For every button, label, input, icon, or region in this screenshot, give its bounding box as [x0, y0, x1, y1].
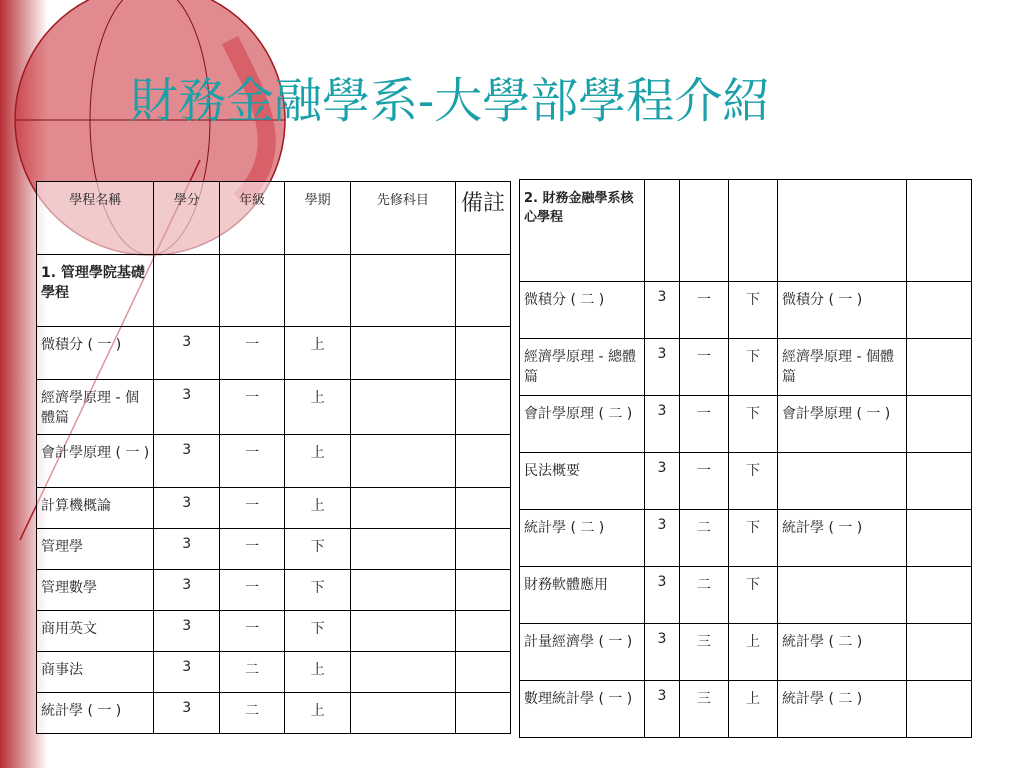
- section-label-right: 2. 財務金融學系核心學程: [520, 180, 645, 282]
- course-term: 下: [729, 339, 778, 396]
- table-row: [37, 693, 511, 734]
- course-prereq: 統計學 ( 二 ): [778, 681, 907, 738]
- course-name: 管理學: [37, 529, 154, 570]
- course-note: [455, 652, 510, 693]
- table-row: [520, 510, 972, 567]
- course-prereq: [350, 488, 455, 529]
- section-label-left: 1. 管理學院基礎學程: [37, 255, 154, 327]
- course-year: 一: [680, 282, 729, 339]
- table-row: [520, 624, 972, 681]
- course-prereq: [350, 652, 455, 693]
- course-term: 下: [729, 396, 778, 453]
- course-prereq: [778, 567, 907, 624]
- program-table-left: [36, 181, 511, 734]
- course-name: 微積分 ( 二 ): [520, 282, 645, 339]
- course-name: 數理統計學 ( 一 ): [520, 681, 645, 738]
- course-year: 一: [219, 611, 284, 652]
- course-prereq: [350, 380, 455, 435]
- course-note: [907, 567, 972, 624]
- course-year: 一: [219, 570, 284, 611]
- course-name: 計算機概論: [37, 488, 154, 529]
- table-row: [520, 453, 972, 510]
- course-credits: 3: [154, 488, 219, 529]
- course-name: 經濟學原理 - 個體篇: [37, 380, 154, 435]
- course-prereq: 微積分 ( 一 ): [778, 282, 907, 339]
- course-year: 一: [219, 488, 284, 529]
- header-year: 年級: [219, 182, 284, 255]
- course-note: [455, 435, 510, 488]
- course-year: 一: [219, 327, 284, 380]
- course-note: [907, 339, 972, 396]
- course-prereq: [778, 453, 907, 510]
- course-name: 統計學 ( 一 ): [37, 693, 154, 734]
- course-credits: 3: [154, 529, 219, 570]
- course-term: 上: [285, 435, 350, 488]
- course-note: [455, 611, 510, 652]
- course-credits: 3: [154, 435, 219, 488]
- course-term: 下: [285, 611, 350, 652]
- course-term: 下: [729, 282, 778, 339]
- course-credits: 3: [645, 567, 680, 624]
- course-note: [455, 488, 510, 529]
- course-credits: 3: [645, 396, 680, 453]
- course-term: 下: [729, 453, 778, 510]
- page-title: 財務金融學系-大學部學程介紹: [130, 73, 771, 129]
- course-year: 一: [680, 396, 729, 453]
- course-name: 經濟學原理 - 總體篇: [520, 339, 645, 396]
- table-row: [37, 611, 511, 652]
- course-note: [907, 282, 972, 339]
- course-note: [907, 510, 972, 567]
- course-year: 二: [680, 567, 729, 624]
- course-credits: 3: [645, 510, 680, 567]
- course-term: 下: [285, 529, 350, 570]
- course-term: 下: [285, 570, 350, 611]
- course-term: 上: [285, 488, 350, 529]
- course-year: 二: [680, 510, 729, 567]
- table-row: [37, 570, 511, 611]
- table-row: [37, 652, 511, 693]
- course-year: 一: [219, 380, 284, 435]
- course-term: 上: [285, 693, 350, 734]
- course-year: 二: [219, 693, 284, 734]
- course-term: 下: [729, 510, 778, 567]
- course-credits: 3: [154, 380, 219, 435]
- header-prereq: 先修科目: [350, 182, 455, 255]
- course-note: [455, 529, 510, 570]
- header-term: 學期: [285, 182, 350, 255]
- course-prereq: 統計學 ( 一 ): [778, 510, 907, 567]
- course-prereq: [350, 693, 455, 734]
- course-name: 會計學原理 ( 二 ): [520, 396, 645, 453]
- course-year: 三: [680, 624, 729, 681]
- course-credits: 3: [154, 652, 219, 693]
- course-credits: 3: [154, 693, 219, 734]
- table-row: [520, 396, 972, 453]
- course-name: 商事法: [37, 652, 154, 693]
- table-row: [37, 380, 511, 435]
- header-name: 學程名稱: [37, 182, 154, 255]
- course-note: [907, 396, 972, 453]
- course-prereq: 經濟學原理 - 個體篇: [778, 339, 907, 396]
- course-name: 民法概要: [520, 453, 645, 510]
- course-credits: 3: [645, 681, 680, 738]
- course-prereq: [350, 611, 455, 652]
- table-row: [37, 435, 511, 488]
- course-note: [455, 570, 510, 611]
- course-prereq: [350, 570, 455, 611]
- program-table-right: [519, 179, 972, 738]
- table-row: [520, 567, 972, 624]
- course-credits: 3: [645, 624, 680, 681]
- header-note: 備註: [455, 182, 510, 255]
- course-note: [455, 327, 510, 380]
- course-year: 一: [680, 453, 729, 510]
- course-credits: 3: [154, 327, 219, 380]
- course-name: 計量經濟學 ( 一 ): [520, 624, 645, 681]
- course-name: 統計學 ( 二 ): [520, 510, 645, 567]
- course-prereq: 統計學 ( 二 ): [778, 624, 907, 681]
- course-note: [455, 693, 510, 734]
- course-term: 上: [729, 681, 778, 738]
- table-row: [37, 529, 511, 570]
- course-credits: 3: [645, 339, 680, 396]
- course-prereq: [350, 327, 455, 380]
- course-year: 一: [680, 339, 729, 396]
- course-credits: 3: [645, 282, 680, 339]
- table-row: [37, 327, 511, 380]
- header-credits: 學分: [154, 182, 219, 255]
- table-row: [520, 339, 972, 396]
- course-credits: 3: [154, 570, 219, 611]
- course-name: 商用英文: [37, 611, 154, 652]
- table-row: [520, 282, 972, 339]
- course-term: 上: [285, 327, 350, 380]
- course-term: 上: [285, 652, 350, 693]
- course-year: 一: [219, 529, 284, 570]
- course-term: 上: [285, 380, 350, 435]
- course-year: 二: [219, 652, 284, 693]
- course-credits: 3: [154, 611, 219, 652]
- course-term: 上: [729, 624, 778, 681]
- course-prereq: [350, 529, 455, 570]
- course-term: 下: [729, 567, 778, 624]
- course-note: [907, 453, 972, 510]
- course-name: 管理數學: [37, 570, 154, 611]
- course-prereq: 會計學原理 ( 一 ): [778, 396, 907, 453]
- course-year: 三: [680, 681, 729, 738]
- table-row: [520, 681, 972, 738]
- course-year: 一: [219, 435, 284, 488]
- course-credits: 3: [645, 453, 680, 510]
- course-name: 微積分 ( 一 ): [37, 327, 154, 380]
- course-note: [455, 380, 510, 435]
- course-note: [907, 624, 972, 681]
- table-row: [37, 488, 511, 529]
- course-prereq: [350, 435, 455, 488]
- course-name: 會計學原理 ( 一 ): [37, 435, 154, 488]
- course-name: 財務軟體應用: [520, 567, 645, 624]
- course-note: [907, 681, 972, 738]
